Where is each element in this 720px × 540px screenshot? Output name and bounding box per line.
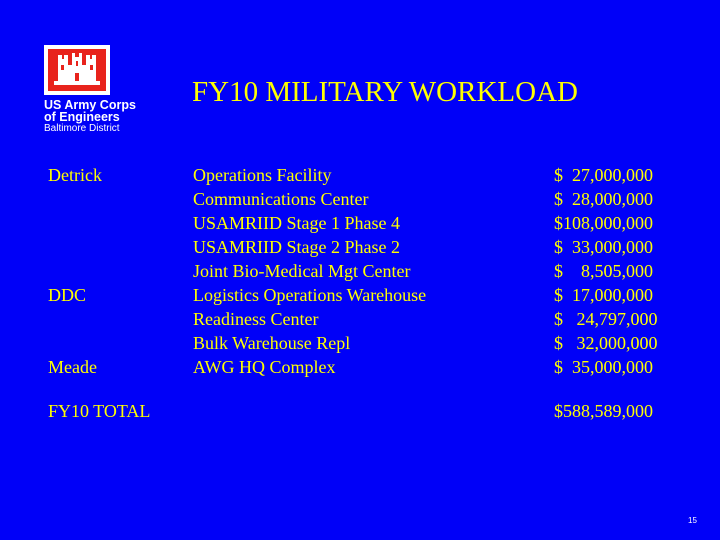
location-label: Meade (48, 357, 97, 377)
project-name: Communications Center (193, 189, 369, 209)
project-amount: $ 17,000,000 (554, 285, 653, 305)
amount-column (554, 163, 658, 379)
castle-icon (48, 49, 106, 91)
location-label: DDC (48, 285, 87, 305)
project-amount: $ 27,000,000 (554, 165, 653, 185)
project-name: AWG HQ Complex (193, 357, 336, 377)
project-amount: $108,000,000 (554, 213, 653, 233)
logo-line-1: US Army Corps (44, 98, 136, 112)
project-name: Bulk Warehouse Repl (193, 333, 351, 353)
project-name: USAMRIID Stage 2 Phase 2 (193, 237, 400, 257)
project-name: Joint Bio-Medical Mgt Center (193, 261, 411, 281)
project-name: USAMRIID Stage 1 Phase 4 (193, 213, 400, 233)
project-name: Operations Facility (193, 165, 332, 185)
project-amount: $ 32,000,000 (554, 333, 658, 353)
project-column (193, 163, 426, 379)
project-amount: $ 8,505,000 (554, 261, 653, 281)
project-amount: $ 33,000,000 (554, 237, 653, 257)
usace-logo (44, 45, 136, 135)
project-amount: $ 28,000,000 (554, 189, 653, 209)
total-amount: $588,589,000 (554, 401, 653, 421)
project-name: Readiness Center (193, 309, 319, 329)
location-label: Detrick (48, 165, 102, 185)
project-amount: $ 35,000,000 (554, 357, 653, 377)
logo-line-2: of Engineers (44, 110, 120, 124)
castle-emblem (44, 45, 110, 95)
project-amount: $ 24,797,000 (554, 309, 658, 329)
page-number: 15 (688, 516, 697, 525)
logo-line-3: Baltimore District (44, 123, 120, 134)
slide-title: FY10 MILITARY WORKLOAD (192, 76, 578, 108)
project-name: Logistics Operations Warehouse (193, 285, 427, 305)
total-label: FY10 TOTAL (48, 401, 151, 421)
